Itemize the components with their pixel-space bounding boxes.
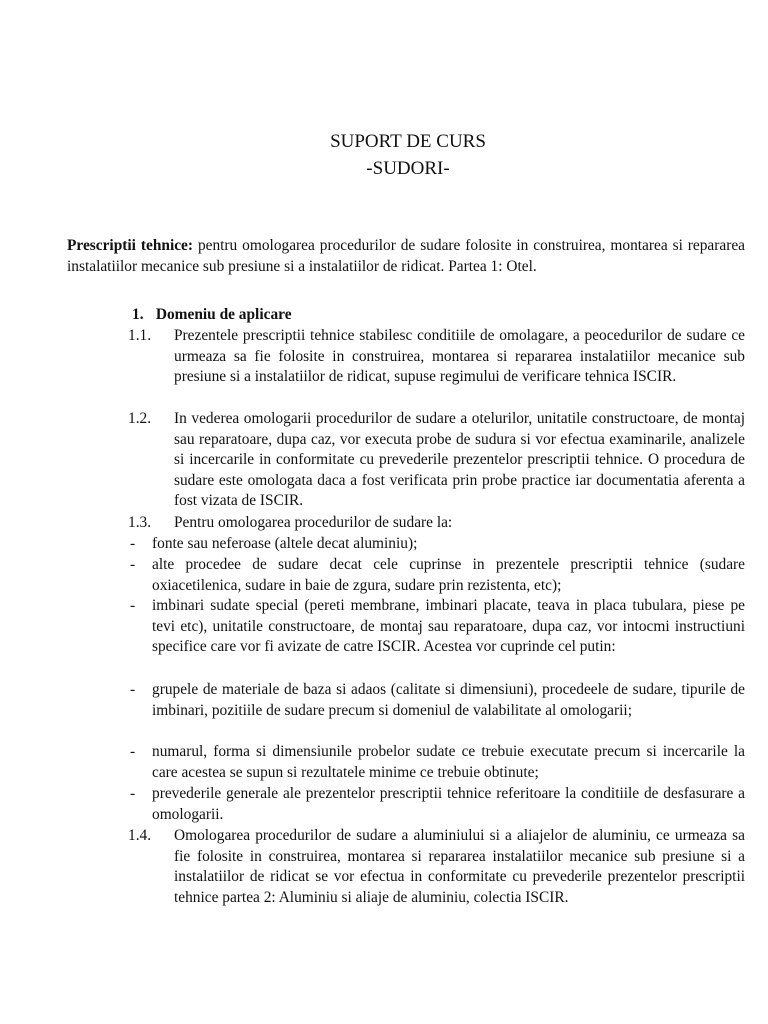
clause-number: 1.3.	[128, 514, 152, 531]
list-item-text: grupele de materiale de baza si adaos (calitate si dimensiuni), procedeele de sudare, tipurile de imbinari, pozitiile de sudare precum si domeniul de valabilitate al omologarii;	[152, 681, 745, 719]
bullet-dash: -	[130, 681, 136, 698]
clause-text: In vederea omologarii procedurilor de sudare a otelurilor, unitatile constructoare, de montaj sau reparatoare, dupa caz, vor executa probe de sudura si vor efectua examinarile, analizele si incercarile in conformitate cu prevederile prezentelor prescriptii tehnice. O procedura de sudare este omologata daca a fost verificata prin probe practice iar documentatia aferenta a fost vizata de ISCIR.	[174, 410, 745, 509]
clause-text: Pentru omologarea procedurilor de sudare la:	[174, 514, 453, 531]
bullet-dash: -	[130, 556, 136, 573]
clause-number: 1.4.	[128, 827, 152, 844]
clause-1-3	[128, 513, 745, 534]
list-item-text: prevederile generale ale prezentelor prescriptii tehnice referitoare la conditiile de desfasurare a omologarii.	[152, 785, 745, 823]
list-item-text: fonte sau neferoase (altele decat aluminiu);	[152, 535, 418, 552]
intro-text: pentru omologarea procedurilor de sudare folosite in construirea, montarea si repararea instalatiilor mecanice sub presiune si a instalatiilor de ridicat. Partea 1: Otel.	[67, 237, 745, 275]
clause-1-1	[128, 326, 745, 388]
clause-number: 1.2.	[128, 410, 152, 427]
list-item	[128, 784, 745, 825]
bullet-dash: -	[130, 535, 136, 552]
clause-number: 1.1.	[128, 327, 152, 344]
document-subtitle: -SUDORI-	[366, 158, 450, 179]
list-item-text: numarul, forma si dimensiunile probelor sudate ce trebuie executate precum si incercarile la care acestea se supun si rezultatele minime ce trebuie obtinute;	[152, 743, 745, 781]
bullet-dash: -	[130, 597, 136, 614]
section-title: Domeniu de aplicare	[155, 306, 292, 323]
list-item	[128, 680, 745, 721]
bullet-dash: -	[130, 743, 136, 760]
list-item-text: alte procedee de sudare decat cele cuprinse in prezentele prescriptii tehnice (sudare oxiacetilenica, sudare in baie de zgura, sudare prin rezistenta, etc);	[152, 556, 745, 594]
list-item	[128, 534, 745, 555]
list-item	[128, 555, 745, 596]
clause-text: Omologarea procedurilor de sudare a aluminiului si a aliajelor de aluminiu, ce urmeaza sa fie folosite in construirea, montarea si repararea instalatiilor mecanice sub presiune si a instalatiilor de ridicat se vor efectua in conformitate cu prevederile prezentelor prescriptii tehnice partea 2: Aluminiu si aliaje de aluminiu, colectia ISCIR.	[174, 827, 745, 906]
intro-paragraph	[67, 235, 745, 277]
bullet-dash: -	[130, 785, 136, 802]
clause-1-4	[128, 826, 745, 908]
section-heading	[132, 304, 292, 325]
document-title: SUPORT DE CURS	[330, 131, 486, 152]
intro-label: Prescriptii tehnice:	[67, 237, 194, 254]
list-item	[128, 596, 745, 658]
list-item-text: imbinari sudate special (pereti membrane, imbinari placate, teava in placa tubulara, piese pe tevi etc), unitatile constructoare, de montaj sau reparatoare, dupa caz, vor intocmi instructiuni specifice care vor fi avizate de catre ISCIR. Acestea vor cuprinde cel putin:	[152, 597, 745, 655]
list-item	[128, 742, 745, 783]
clause-text: Prezentele prescriptii tehnice stabilesc conditiile de omolagare, a peocedurilor de sudare ce urmeaza sa fie folosite in construirea, montarea si repararea instalatiilor mecanice sub presiune si a instalatiilor de ridicat, supuse regimului de verificare tehnica ISCIR.	[174, 327, 745, 385]
clause-1-2	[128, 409, 745, 512]
section-number: 1.	[132, 306, 144, 323]
